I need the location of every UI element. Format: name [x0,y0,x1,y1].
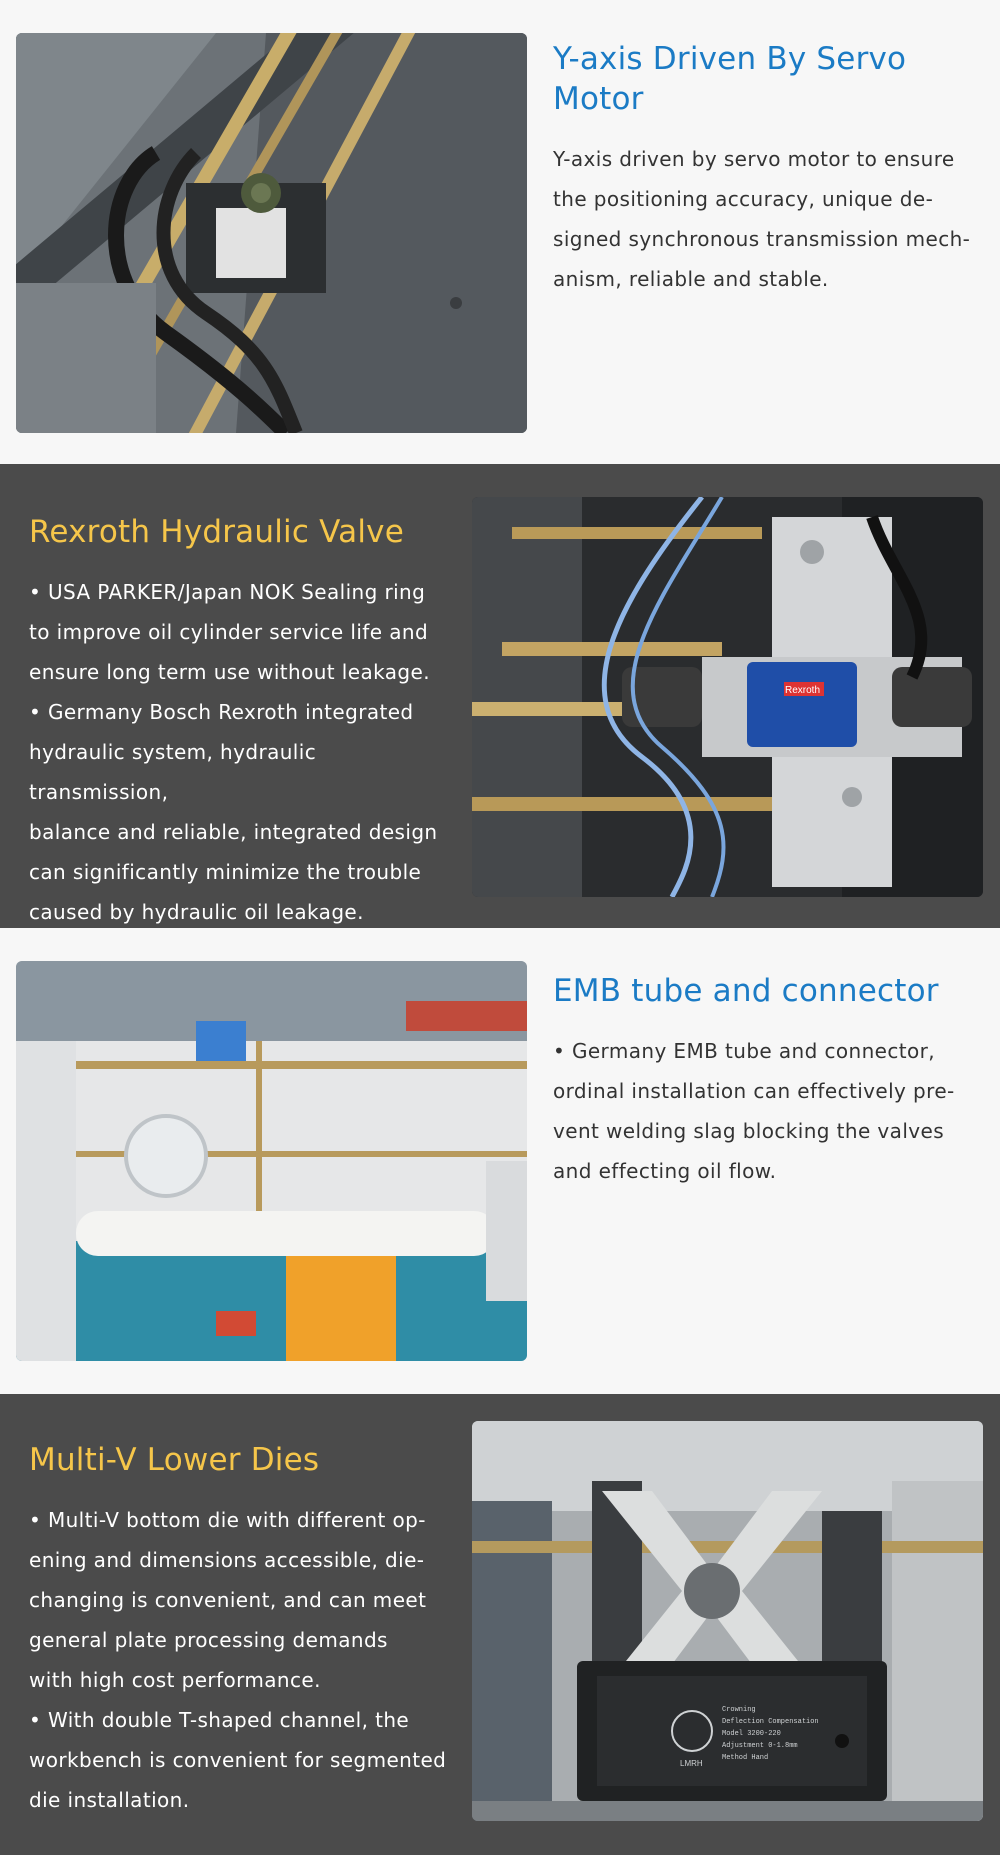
body-line: and effecting oil flow. [553,1159,777,1183]
servo-motor-photo [16,33,527,433]
body-line: Y-axis driven by servo motor to ensure [553,147,955,171]
section-title: Rexroth Hydraulic Valve [29,514,404,550]
photo-label: Rexroth [785,685,821,696]
section-body [553,139,988,299]
section-title: Y-axis Driven By Servo Motor [553,41,907,117]
body-line: workbench is convenient for segmented [29,1748,447,1772]
emb-tube-text [553,971,988,1191]
body-line: die installation. [29,1788,190,1812]
body-line: changing is convenient, and can meet [29,1588,427,1612]
body-line: can significantly minimize the trouble [29,860,422,884]
body-line: with high cost performance. [29,1668,321,1692]
plate-logo: LMRH [680,1759,703,1768]
section-title: Multi-V Lower Dies [29,1442,320,1478]
body-line: balance and reliable, integrated design [29,820,438,844]
lower-dies-photo [472,1421,983,1821]
plate-line: Deflection Compensation [722,1718,819,1726]
body-line: ening and dimensions accessible, die- [29,1548,425,1572]
body-line: • With double T-shaped channel, the [29,1708,410,1732]
section-hydraulic-valve [0,464,1000,928]
body-line: • USA PARKER/Japan NOK Sealing ring [29,580,426,604]
plate-line: Method Hand [722,1754,769,1762]
body-line: vent welding slag blocking the valves [553,1119,945,1143]
body-line: to improve oil cylinder service life and [29,620,429,644]
plate-line: Adjustment 0-1.8mm [722,1742,798,1750]
body-line: hydraulic system, hydraulic transmission, [29,740,317,804]
emb-tube-photo [16,961,527,1361]
section-body [553,1031,988,1191]
section-servo-motor [0,0,1000,464]
section-body [29,1500,459,1820]
section-title: EMB tube and connector [553,973,939,1009]
body-line: signed synchronous transmission mech- [553,227,971,251]
body-line: ordinal installation can effectively pre- [553,1079,955,1103]
body-line: caused by hydraulic oil leakage. [29,900,364,924]
body-line: the positioning accuracy, unique de- [553,187,934,211]
lower-dies-text [29,1440,459,1820]
body-line: anism, reliable and stable. [553,267,829,291]
body-line: • Germany Bosch Rexroth integrated [29,700,414,724]
section-emb-tube [0,928,1000,1394]
section-lower-dies [0,1394,1000,1855]
body-line: ensure long term use without leakage. [29,660,430,684]
body-line: • Germany EMB tube and connector, [553,1039,936,1063]
plate-line: Model 3200-220 [722,1730,781,1738]
section-body [29,572,459,932]
plate-line: Crowning [722,1706,756,1714]
servo-motor-text [553,39,988,299]
body-line: general plate processing demands [29,1628,388,1652]
body-line: • Multi-V bottom die with different op- [29,1508,426,1532]
hydraulic-valve-photo [472,497,983,897]
hydraulic-valve-text [29,512,459,932]
